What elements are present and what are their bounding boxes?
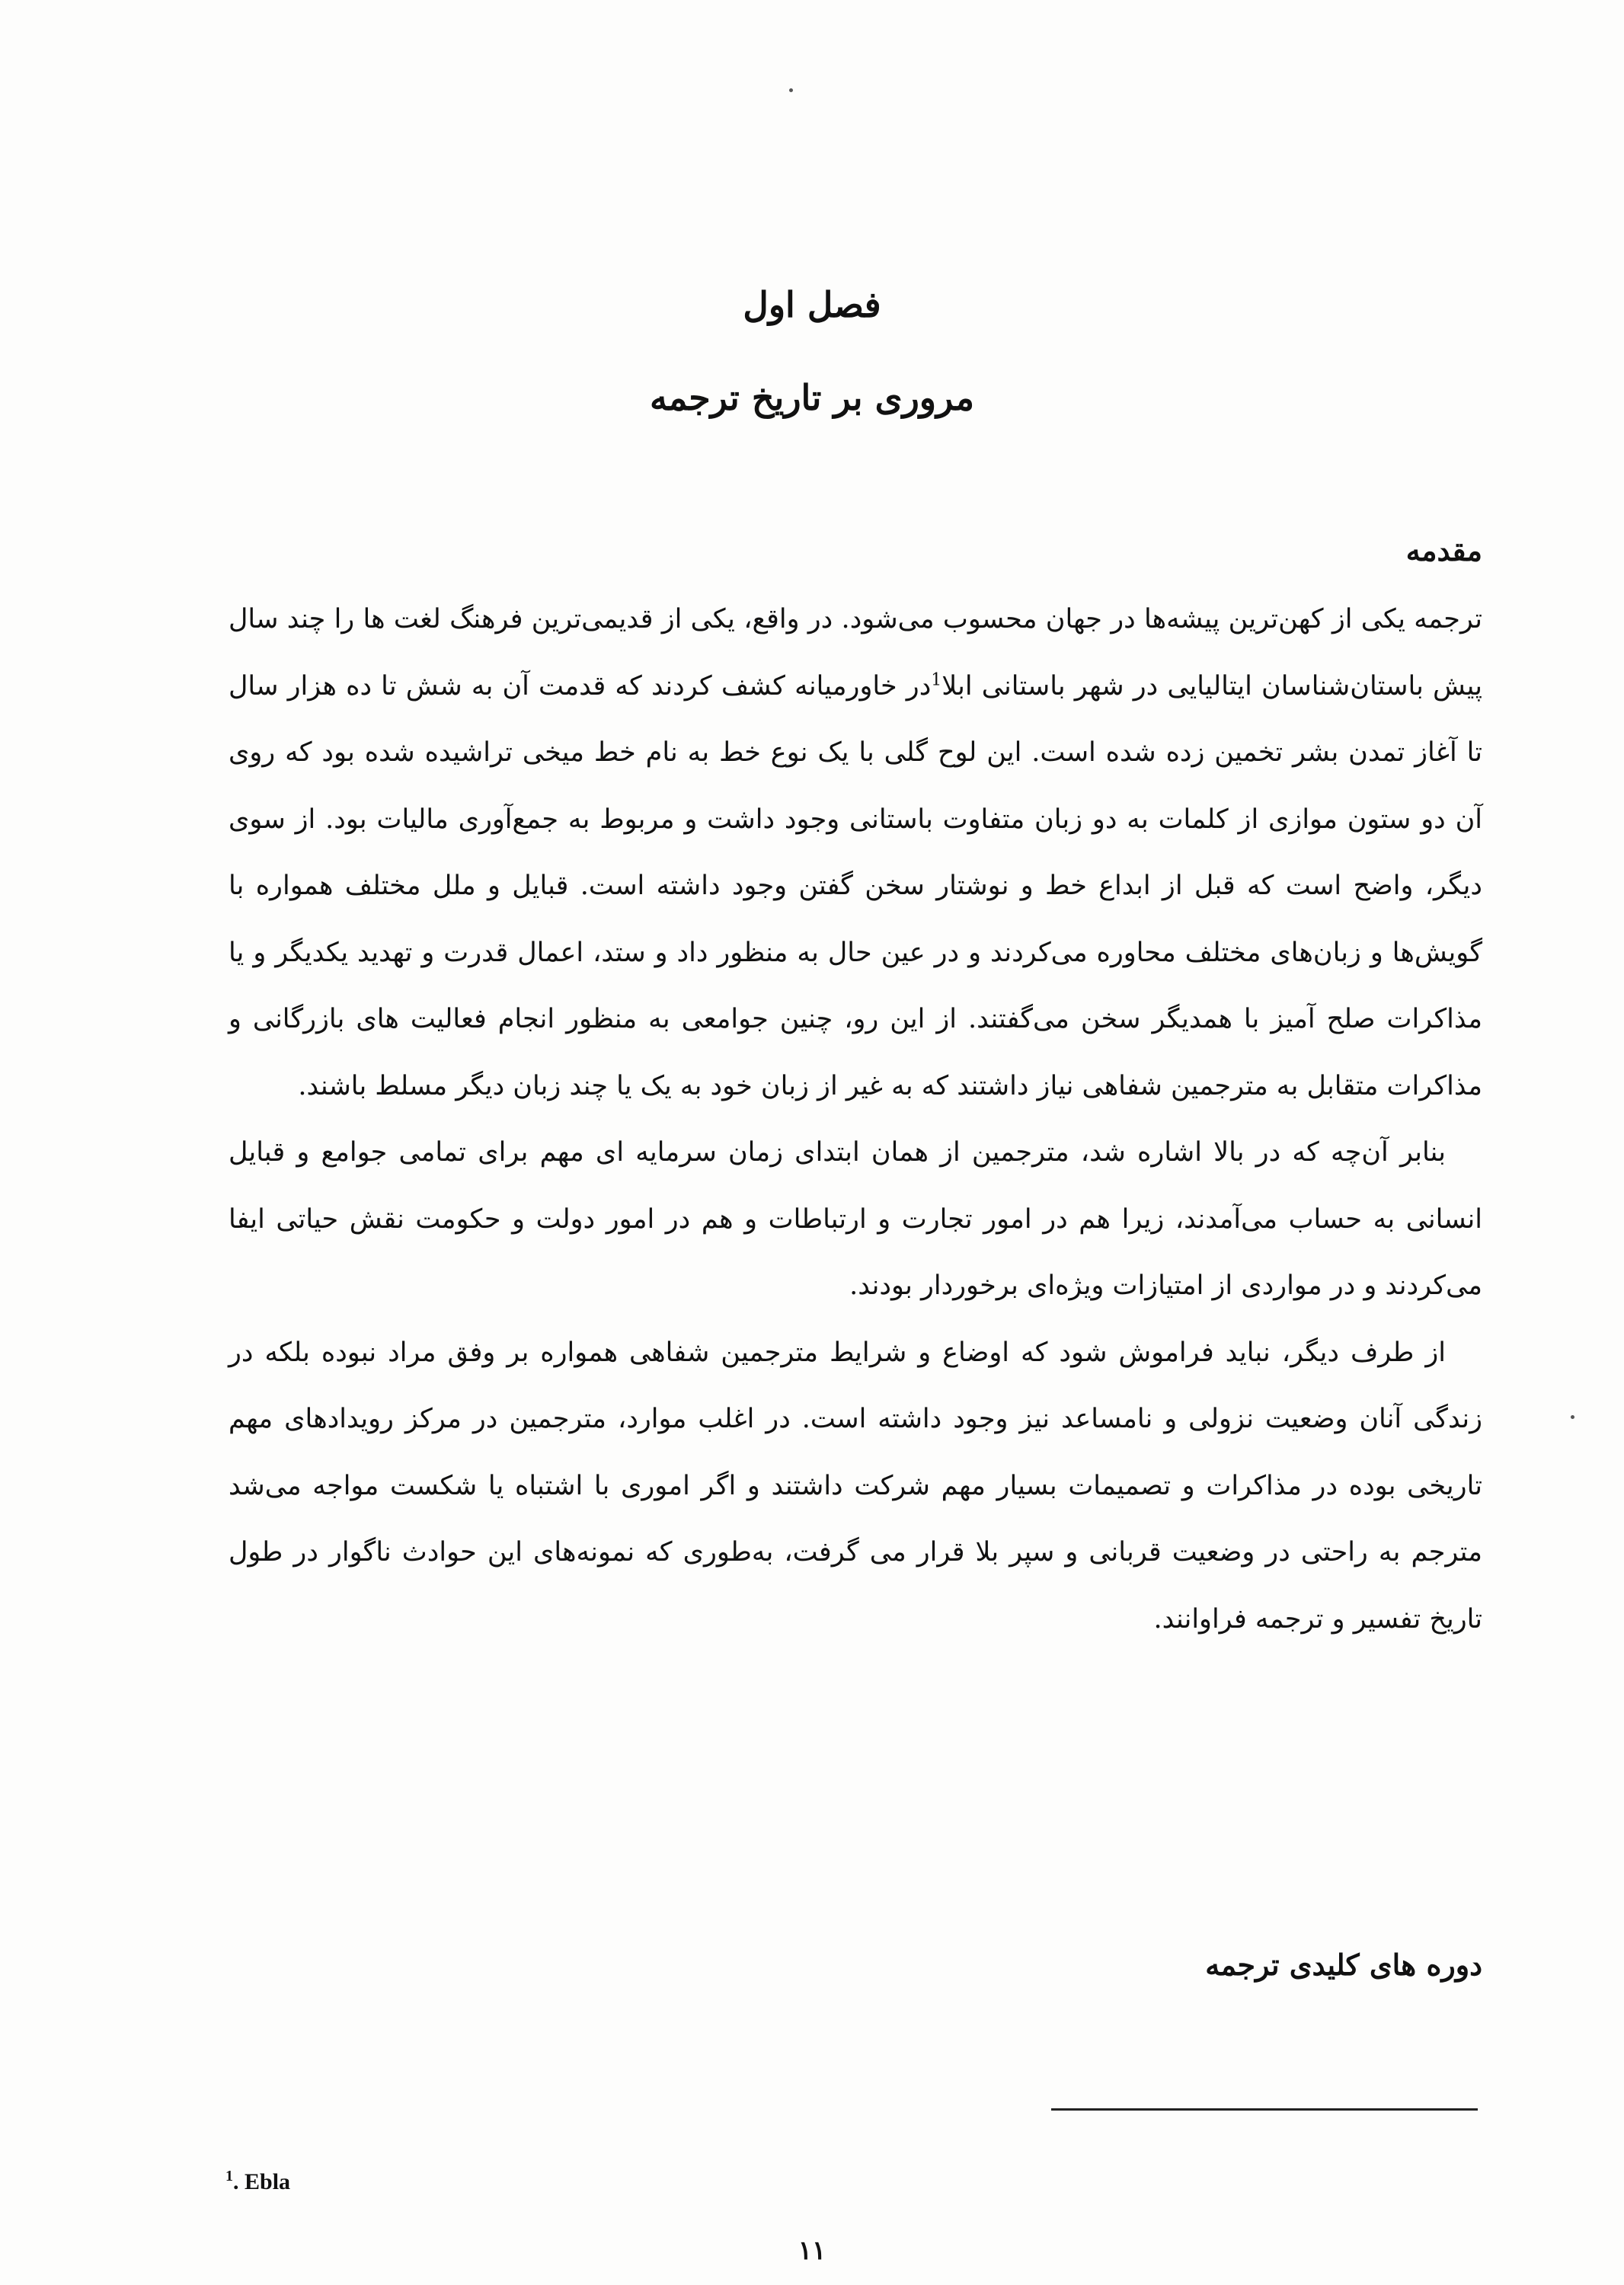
footnote-reference: 1 bbox=[931, 670, 942, 689]
page-number: ۱۱ bbox=[798, 2235, 826, 2266]
scan-speck bbox=[789, 88, 793, 92]
footnote bbox=[225, 2167, 290, 2197]
paragraph-2: بنابر آن‌چه که در بالا اشاره شد، مترجمین از همان ابتدای زمان سرمایه ای مهم برای تمامی جوامع و قبایل انسانی به حساب می‌آمدند، زیرا هم در امور تجارت و ارتباطات و هم در امور دولت و حکومت نقش حیاتی ایفا می‌کردند و در مواردی از امتیازات ویژه‌ای برخوردار بودند. bbox=[229, 1137, 1482, 1301]
paragraph-1-text-b: در خاورمیانه کشف کردند که قدمت آن به شش تا ده هزار سال تا آغاز تمدن بشر تخمین زده شده است. این لوح گلی با یک نوع خط به نام خط میخی تراشیده شده بود که روی آن دو ستون موازی از کلمات به دو زبان متفاوت باستانی وجود داشت و مربوط به جمع‌آوری مالیات بود. از سوی دیگر، واضح است که قبل از ابداع خط و نوشتار سخن گفتن وجود داشته است. قبایل و ملل مختلف همواره با گویش‌ها و زبان‌های مختلف محاوره می‌کردند و در عین حال به منظور داد و ستد، اعمال قدرت و تهدید یکدیگر و یا مذاکرات صلح آمیز با همدیگر سخن می‌گفتند. از این رو، چنین جوامعی به منظور انجام فعالیت های بازرگانی و مذاکرات متقابل به مترجمین شفاهی نیاز داشتند که به غیر از زبان خود به یک یا چند زبان دیگر مسلط باشند. bbox=[229, 670, 1482, 1101]
chapter-subtitle: مروری بر تاریخ ترجمه bbox=[649, 377, 975, 418]
section-heading-key-periods: دوره های کلیدی ترجمه bbox=[1205, 1948, 1482, 1982]
section-heading-intro: مقدمه bbox=[1405, 533, 1482, 567]
footnote-text: . Ebla bbox=[233, 2169, 291, 2194]
paragraph-3: از طرف دیگر، نباید فراموش شود که اوضاع و شرایط مترجمین شفاهی همواره بر وفق مراد نبوده بلکه در زندگی آنان وضعیت نزولی و نامساعد نیز وجود داشته است. در اغلب موارد، مترجمین در مرکز رویدادهای مهم تاریخی بوده در مذاکرات و تصمیمات بسیار مهم شرکت داشتند و اگر اموری با اشتباه یا شکست مواجه می‌شد مترجم به راحتی در وضعیت قربانی و سپر بلا قرار می گرفت، به‌طوری که نمونه‌های این حوادث ناگوار در طول تاریخ تفسیر و ترجمه فراوانند. bbox=[229, 1337, 1482, 1635]
scan-speck bbox=[1571, 1415, 1574, 1419]
paragraph-1 bbox=[229, 586, 1482, 1120]
intro-body bbox=[229, 586, 1482, 1653]
footnote-marker: 1 bbox=[225, 2168, 233, 2184]
paragraph-1-text-a: ترجمه یکی از کهن‌ترین پیشه‌ها در جهان محسوب می‌شود. در واقع، یکی از قدیمی‌ترین فرهنگ لغت ها را چند سال پیش باستان‌شناسان ایتالیایی در شهر باستانی ابلا bbox=[229, 604, 1482, 701]
footnote-divider bbox=[1051, 2108, 1478, 2111]
chapter-title: فصل اول bbox=[743, 284, 881, 325]
